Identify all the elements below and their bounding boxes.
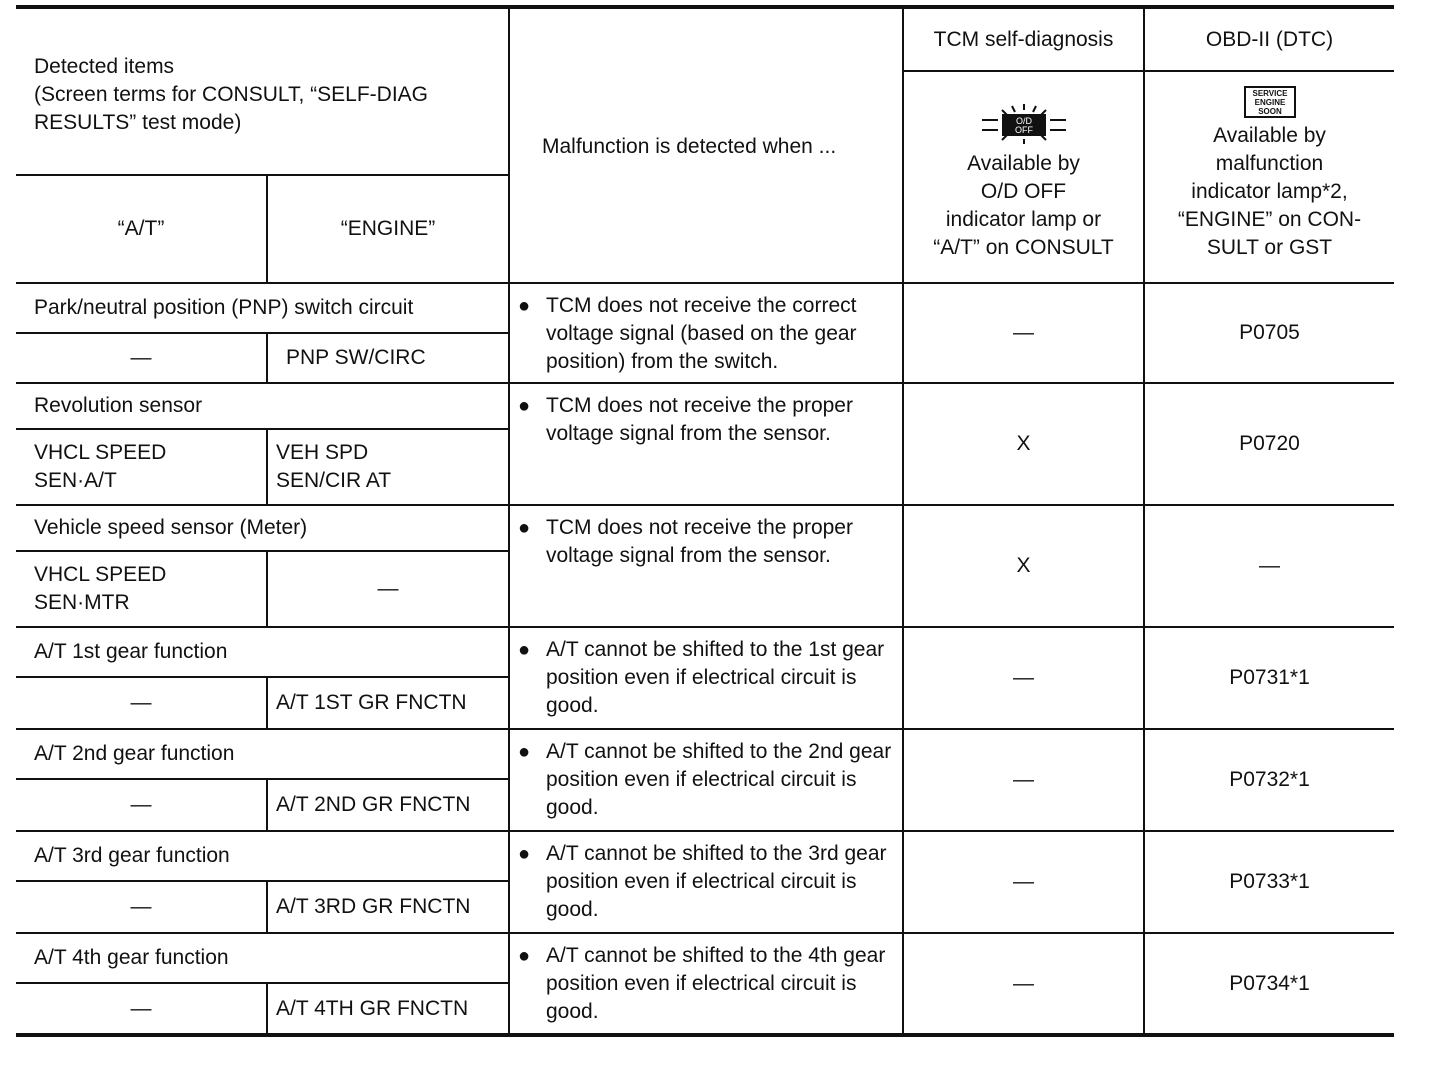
table-row bbox=[16, 831, 1394, 881]
tcm-header bbox=[903, 7, 1144, 71]
obd-cell: P0731*1 bbox=[1144, 627, 1394, 729]
tcm-cell: X bbox=[903, 383, 1144, 505]
malfunction-text: A/T cannot be shifted to the 1st gear position even if electrical circuit is good. bbox=[546, 638, 885, 717]
malfunction-text: A/T cannot be shifted to the 4th gear position even if electrical circuit is good. bbox=[546, 944, 886, 1023]
malfunction-cell bbox=[509, 831, 903, 933]
obd-header-label: OBD-II (DTC) bbox=[1205, 27, 1334, 51]
od-off-lamp-text-1: O/D bbox=[1015, 116, 1032, 126]
tcm-desc-1: Available by bbox=[967, 152, 1080, 175]
malfunction-cell bbox=[509, 627, 903, 729]
obd-desc-3: indicator lamp*2, bbox=[1191, 180, 1348, 203]
malfunction-cell bbox=[509, 283, 903, 383]
tcm-header-label: TCM self-diagnosis bbox=[933, 27, 1114, 51]
bullet-icon: ● bbox=[518, 945, 531, 967]
diagnosis-table bbox=[16, 5, 1394, 1037]
item-name: Revolution sensor bbox=[16, 383, 509, 429]
detected-items-subtitle-2: RESULTS” test mode) bbox=[34, 111, 242, 134]
malfunction-cell bbox=[509, 383, 903, 505]
table-row bbox=[16, 729, 1394, 779]
service-engine-soon-lamp-icon bbox=[1244, 86, 1296, 118]
malfunction-text: A/T cannot be shifted to the 3rd gear position even if electrical circuit is good. bbox=[546, 842, 887, 921]
col-at-label: “A/T” bbox=[117, 217, 165, 240]
bullet-icon: ● bbox=[518, 517, 531, 539]
tcm-cell: — bbox=[903, 729, 1144, 831]
engine-cell: VEH SPD SEN/CIR AT bbox=[267, 429, 509, 505]
table-row bbox=[16, 627, 1394, 677]
bullet-icon: ● bbox=[518, 395, 531, 417]
bullet-icon: ● bbox=[518, 741, 531, 763]
obd-desc-5: SULT or GST bbox=[1206, 236, 1333, 259]
table-row bbox=[16, 505, 1394, 551]
malfunction-cell bbox=[509, 505, 903, 627]
tcm-desc-2: O/D OFF bbox=[980, 180, 1067, 203]
engine-cell: A/T 3RD GR FNCTN bbox=[267, 881, 509, 933]
engine-cell: — bbox=[267, 551, 509, 627]
detected-items-subtitle-1: (Screen terms for CONSULT, “SELF-DIAG bbox=[34, 83, 429, 106]
malfunction-header bbox=[509, 7, 903, 283]
bullet-icon: ● bbox=[518, 639, 531, 661]
obd-desc-2: malfunction bbox=[1215, 152, 1324, 175]
col-engine-label: “ENGINE” bbox=[340, 217, 436, 240]
obd-desc-4: “ENGINE” on CON- bbox=[1177, 208, 1362, 231]
obd-cell: P0720 bbox=[1144, 383, 1394, 505]
item-name: A/T 4th gear function bbox=[16, 933, 509, 983]
tcm-cell: — bbox=[903, 627, 1144, 729]
obd-desc-1: Available by bbox=[1213, 124, 1326, 147]
at-cell: VHCL SPEED SEN·A/T bbox=[16, 429, 267, 505]
obd-cell: P0732*1 bbox=[1144, 729, 1394, 831]
item-name: A/T 1st gear function bbox=[16, 627, 509, 677]
item-name: Park/neutral position (PNP) switch circuit bbox=[16, 283, 509, 333]
col-at-header bbox=[16, 175, 267, 283]
table-row bbox=[16, 383, 1394, 429]
malfunction-header-label: Malfunction is detected when ... bbox=[542, 135, 837, 158]
detected-items-header bbox=[16, 7, 509, 175]
at-cell: — bbox=[16, 333, 267, 383]
tcm-cell: — bbox=[903, 283, 1144, 383]
tcm-cell: — bbox=[903, 831, 1144, 933]
col-engine-header bbox=[267, 175, 509, 283]
engine-cell: PNP SW/CIRC bbox=[267, 333, 509, 383]
malfunction-cell bbox=[509, 933, 903, 1035]
malfunction-text: A/T cannot be shifted to the 2nd gear position even if electrical circuit is good. bbox=[546, 740, 892, 819]
ses-lamp-text-3: SOON bbox=[1257, 107, 1282, 116]
obd-cell: P0733*1 bbox=[1144, 831, 1394, 933]
tcm-header-detail bbox=[903, 71, 1144, 283]
tcm-desc-3: indicator lamp or bbox=[945, 208, 1102, 231]
malfunction-cell bbox=[509, 729, 903, 831]
ses-lamp-text-1: SERVICE bbox=[1252, 89, 1287, 98]
ses-lamp-text-2: ENGINE bbox=[1254, 98, 1285, 107]
table-row bbox=[16, 933, 1394, 983]
obd-cell: — bbox=[1144, 505, 1394, 627]
at-cell: — bbox=[16, 881, 267, 933]
item-name: Vehicle speed sensor (Meter) bbox=[16, 505, 509, 551]
od-off-lamp-text-2: OFF bbox=[1014, 125, 1033, 135]
tcm-cell: X bbox=[903, 505, 1144, 627]
at-cell: VHCL SPEED SEN·MTR bbox=[16, 551, 267, 627]
obd-header-detail bbox=[1144, 71, 1394, 283]
detected-items-title: Detected items bbox=[34, 55, 175, 78]
at-cell: — bbox=[16, 779, 267, 831]
engine-cell: A/T 1ST GR FNCTN bbox=[267, 677, 509, 729]
malfunction-text: TCM does not receive the proper voltage signal from the sensor. bbox=[546, 516, 853, 567]
obd-cell: P0705 bbox=[1144, 283, 1394, 383]
obd-cell: P0734*1 bbox=[1144, 933, 1394, 1035]
at-cell: — bbox=[16, 677, 267, 729]
obd-header bbox=[1144, 7, 1394, 71]
bullet-icon: ● bbox=[518, 295, 531, 317]
at-cell: — bbox=[16, 983, 267, 1035]
bullet-icon: ● bbox=[518, 843, 531, 865]
tcm-desc-4: “A/T” on CONSULT bbox=[933, 236, 1114, 259]
engine-cell: A/T 4TH GR FNCTN bbox=[267, 983, 509, 1035]
malfunction-text: TCM does not receive the correct voltage signal (based on the gear position) from the switch. bbox=[546, 294, 857, 373]
item-name: A/T 2nd gear function bbox=[16, 729, 509, 779]
table-row bbox=[16, 283, 1394, 333]
tcm-cell: — bbox=[903, 933, 1144, 1035]
engine-cell: A/T 2ND GR FNCTN bbox=[267, 779, 509, 831]
od-off-lamp-icon bbox=[976, 102, 1072, 146]
malfunction-text: TCM does not receive the proper voltage signal from the sensor. bbox=[546, 394, 853, 445]
item-name: A/T 3rd gear function bbox=[16, 831, 509, 881]
